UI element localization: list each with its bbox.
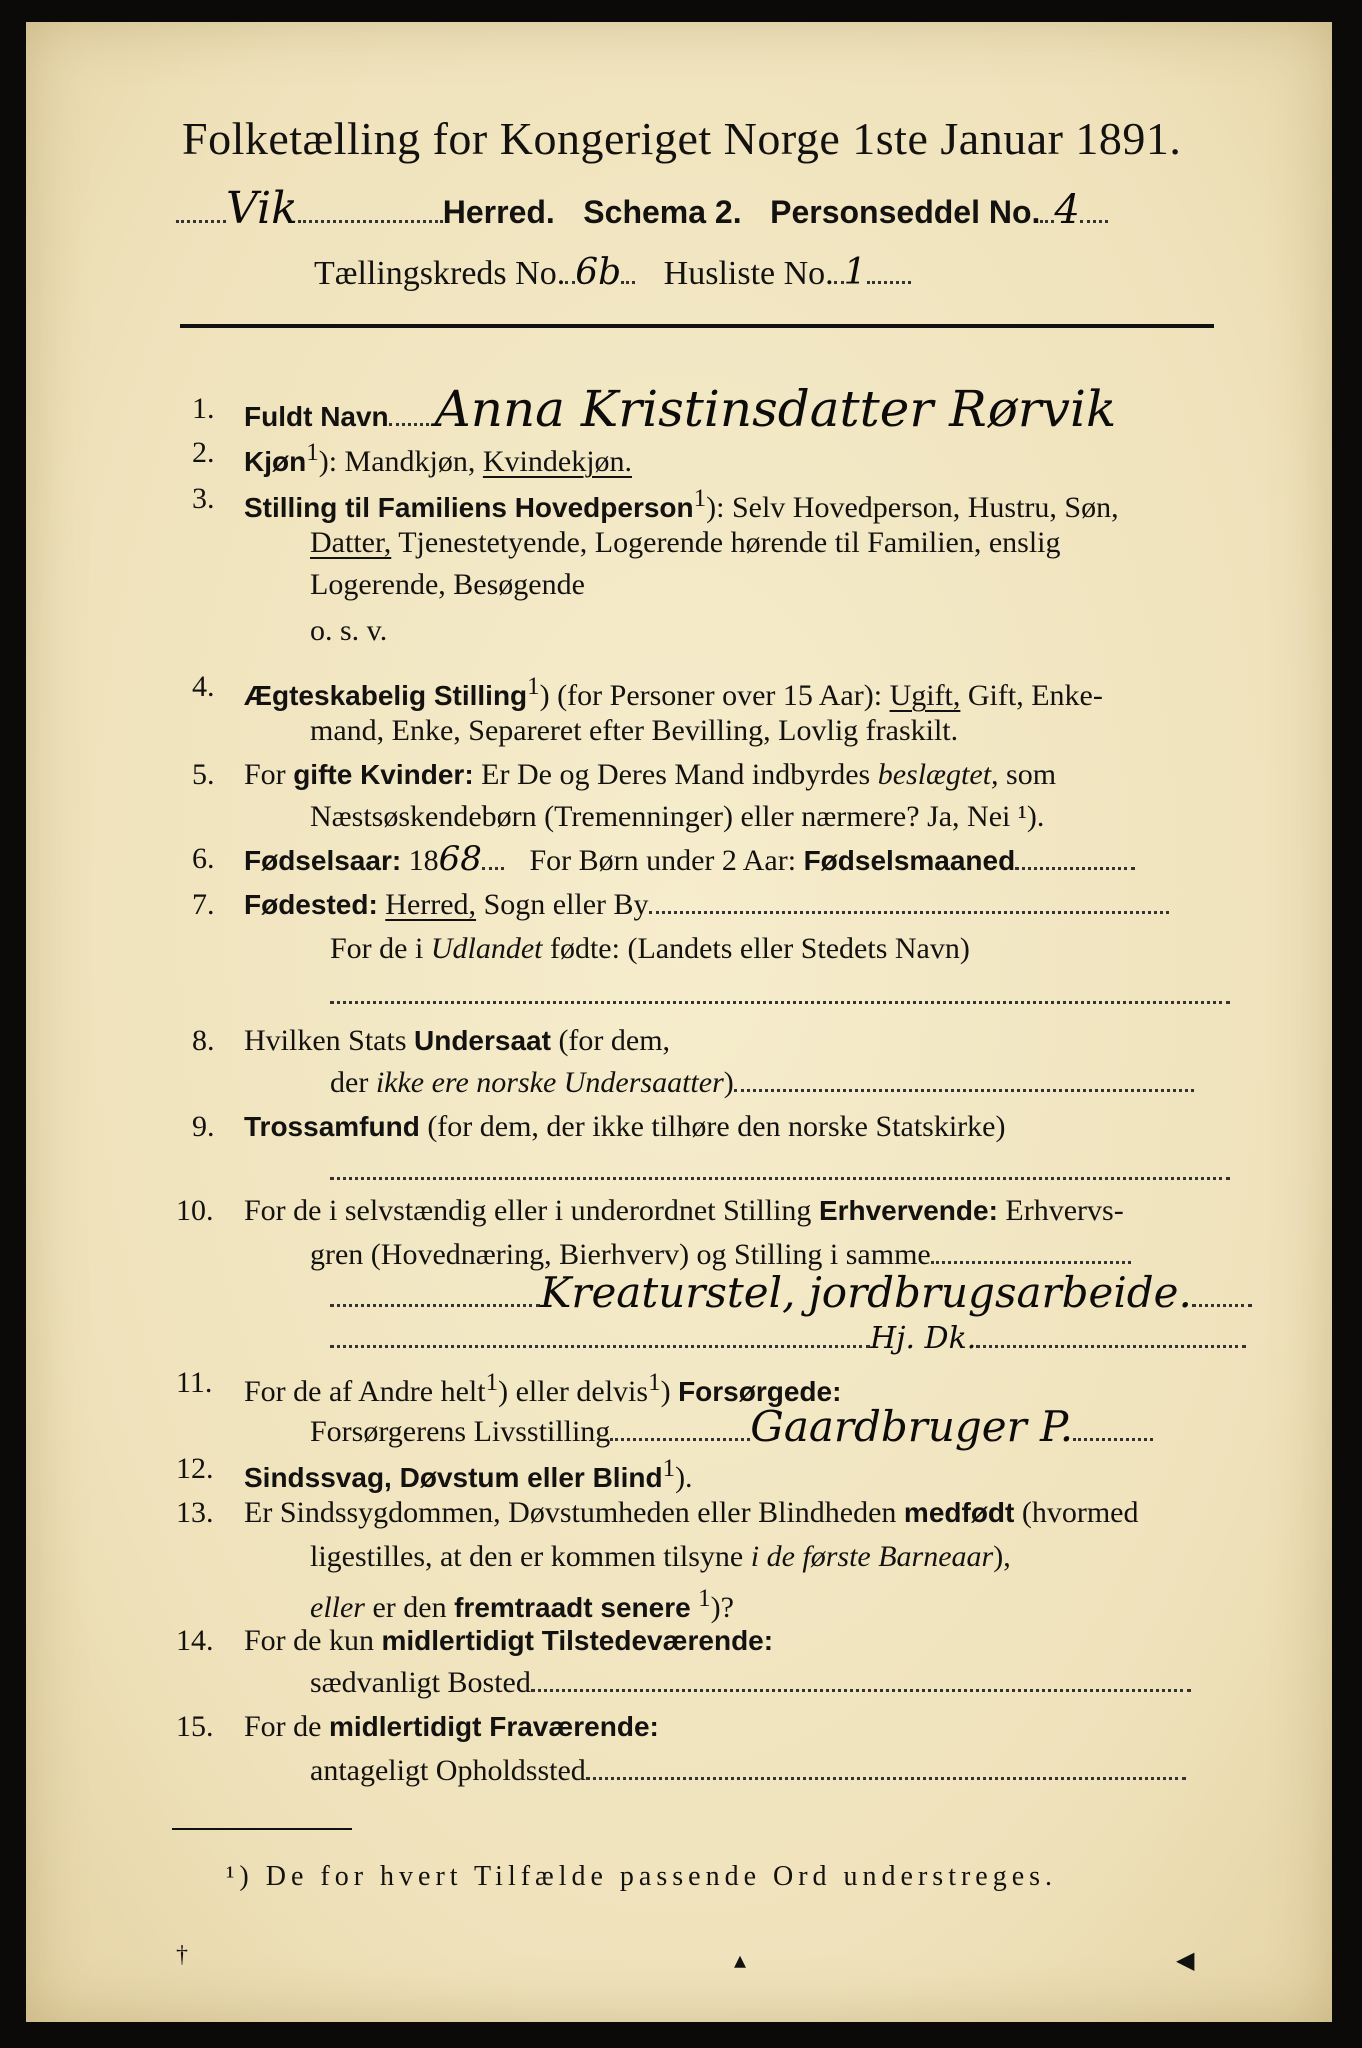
item-7-line-3 — [330, 976, 1230, 1014]
item-6-line — [244, 840, 1135, 880]
temporary-absent-label: midlertidigt Fraværende: — [329, 1711, 659, 1742]
text: ligestilles, at den er kommen tilsyne — [310, 1540, 751, 1573]
subject-label: Undersaat — [414, 1025, 551, 1056]
item-9-line-1 — [244, 1108, 1005, 1146]
under-two-label: For Børn under 2 Aar: — [529, 844, 797, 877]
item-3-number: 3. — [192, 482, 215, 515]
text: (for dem, der ikke tilhøre den norske Statskirke) — [419, 1110, 1006, 1143]
item-11-number: 11. — [176, 1366, 213, 1399]
family-position-label: Stilling til Familiens Hovedperson — [244, 492, 694, 523]
corner-mark-right-icon: ◀ — [1176, 1948, 1195, 1974]
footnote — [226, 1858, 1057, 1896]
item-4-number: 4. — [192, 670, 215, 703]
item-12-number: 12. — [176, 1452, 214, 1485]
footnote-ref: 1 — [693, 485, 707, 512]
marital-qualifier: ) (for Personer over 15 Aar): — [539, 679, 890, 712]
item-7-number: 7. — [192, 888, 215, 921]
text: i de første Barneaar — [750, 1540, 994, 1573]
marital-selected: Ugift, — [889, 679, 961, 712]
item-14-number: 14. — [176, 1624, 214, 1657]
text: )? — [710, 1591, 734, 1624]
item-1-line — [244, 380, 1117, 438]
text: For de i selvstændig eller i underordnet Stilling — [244, 1194, 819, 1227]
herred-label: Herred. — [442, 194, 555, 230]
occupation-value: Kreaturstel, jordbrugsarbeide. — [540, 1268, 1192, 1317]
religion-label: Trossamfund — [244, 1111, 420, 1142]
personseddel-value: 4 — [1054, 187, 1080, 233]
footnote-ref: 1 — [527, 673, 540, 700]
text: ), — [993, 1540, 1011, 1573]
item-3-line-1 — [244, 480, 1119, 527]
item-15-line-1 — [244, 1708, 659, 1746]
birthplace-label: Fødested: — [244, 889, 378, 920]
marital-options: Gift, Enke- — [960, 679, 1103, 712]
header-rule — [180, 324, 1214, 328]
text: Udlandet — [430, 932, 543, 965]
occupation-label: Erhvervende: — [818, 1195, 998, 1226]
text: der — [330, 1066, 376, 1099]
supported-label: Forsørgede: — [678, 1376, 842, 1407]
item-13-line-2 — [310, 1538, 1011, 1576]
item-13-line-1 — [244, 1494, 1139, 1532]
item-11-line-2 — [310, 1402, 1153, 1451]
congenital-label: medfødt — [903, 1497, 1015, 1528]
item-7-line-1 — [244, 886, 1169, 924]
text: eller — [310, 1591, 365, 1624]
center-mark-icon: ▴ — [734, 1948, 747, 1974]
family-position-options-2: Tjenestetyende, Logerende hørende til Familien, enslig — [391, 526, 1061, 559]
text: ikke ere norske Undersaatter — [375, 1066, 724, 1099]
sex-selected: Kvindekjøn. — [482, 445, 633, 478]
item-4-line-2: mand, Enke, Separeret efter Bevilling, Lovlig fraskilt. — [310, 714, 959, 747]
item-8-line-2 — [330, 1064, 1194, 1102]
item-8-number: 8. — [192, 1024, 215, 1057]
footnote-ref: 1 — [662, 1455, 676, 1482]
item-10-line-1 — [244, 1192, 1124, 1230]
text: (for dem, — [550, 1024, 671, 1057]
item-13-number: 13. — [176, 1496, 214, 1529]
footnote-ref: 1 — [698, 1585, 711, 1612]
sex-label: Kjøn — [244, 446, 307, 477]
text: ) — [723, 1066, 734, 1099]
text: Forsørgerens Livsstilling — [310, 1415, 611, 1448]
text: Er De og Deres Mand indbyrdes — [473, 758, 878, 791]
item-14-line-1 — [244, 1622, 773, 1660]
text: Hvilken Stats — [244, 1024, 414, 1057]
item-7-line-2 — [330, 930, 970, 968]
text: For de kun — [244, 1624, 382, 1657]
temporary-present-label: midlertidigt Tilstedeværende: — [381, 1625, 774, 1656]
text: For de af Andre helt — [244, 1375, 486, 1408]
corner-mark-left-icon: † — [176, 1942, 188, 1968]
text: antageligt Opholdssted — [310, 1754, 586, 1787]
footnote-text: De for hvert Tilfælde passende Ord understreges. — [265, 1861, 1058, 1892]
herred-value: Vik — [226, 183, 298, 234]
family-position-selected: Datter, — [310, 526, 392, 559]
item-9-number: 9. — [192, 1110, 215, 1143]
text: sædvanligt Bosted — [310, 1666, 531, 1699]
birth-year-prefix: 18 — [408, 844, 439, 877]
item-6-number: 6. — [192, 842, 215, 875]
text: fødte: (Landets eller Stedets Navn) — [542, 932, 970, 965]
item-3-line-4: o. s. v. — [310, 614, 388, 647]
item-14-line-2 — [310, 1664, 1191, 1702]
item-12-line — [244, 1450, 693, 1497]
footnote-ref: 1 — [648, 1369, 661, 1396]
text: Er Sindssygdommen, Døvstumheden eller Blindheden — [244, 1496, 904, 1529]
personseddel-label: Personseddel No. — [770, 194, 1041, 230]
item-4-line-1 — [244, 668, 1103, 715]
text: som — [998, 758, 1057, 791]
family-position-options: ): Selv Hovedperson, Hustru, Søn, — [706, 491, 1119, 524]
item-5-line-2: Næstsøskendebørn (Tremenninger) eller nærmere? Ja, Nei ¹). — [310, 800, 1045, 833]
item-2-number: 2. — [192, 436, 215, 469]
birthplace-options: Sogn eller By — [476, 888, 649, 921]
text: ) — [660, 1375, 679, 1408]
footnote-mark: ¹) — [226, 1861, 254, 1892]
footnote-rule — [172, 1828, 352, 1830]
item-2-line — [244, 434, 632, 481]
marital-label: Ægteskabelig Stilling — [244, 680, 528, 711]
later-onset-label: fremtraadt senere — [454, 1592, 691, 1623]
married-women-label: gifte Kvinder: — [293, 759, 474, 790]
text: For — [244, 758, 294, 791]
item-5-line-1 — [244, 756, 1056, 794]
header-line-2 — [314, 254, 911, 293]
full-name-value: Anna Kristinsdatter Rørvik — [434, 380, 1117, 438]
text: beslægtet, — [877, 758, 999, 791]
item-9-line-2 — [330, 1152, 1230, 1190]
item-10-line-4 — [330, 1320, 1246, 1358]
text: (hvormed — [1014, 1496, 1139, 1529]
header-line-1 — [176, 183, 1108, 234]
birth-month-label: Fødselsmaaned — [803, 845, 1016, 876]
kreds-label: Tællingskreds No. — [314, 255, 566, 292]
item-5-number: 5. — [192, 758, 215, 791]
text: For de — [244, 1710, 329, 1743]
census-form — [26, 22, 1332, 2022]
item-15-number: 15. — [176, 1710, 214, 1743]
text: gren (Hovednæring, Bierhverv) og Stilling i samme — [310, 1238, 931, 1271]
husliste-label: Husliste No. — [663, 255, 834, 292]
schema-label: Schema 2. — [583, 194, 742, 230]
occupation-initials: Hj. Dk. — [870, 1321, 977, 1356]
item-15-line-2 — [310, 1752, 1186, 1790]
footnote-ref: 1 — [306, 439, 319, 466]
item-13-line-3 — [310, 1580, 734, 1627]
item-3-line-2 — [310, 524, 1061, 562]
birth-year-value: 68 — [438, 839, 482, 879]
disability-label: Sindssvag, Døvstum eller Blind — [244, 1462, 663, 1493]
birth-year-label: Fødselsaar: — [244, 845, 402, 876]
item-10-line-3 — [330, 1268, 1252, 1317]
form-title: Folketælling for Kongeriget Norge 1ste Januar 1891. — [182, 113, 1182, 164]
item-1-number: 1. — [192, 392, 215, 425]
item-8-line-1 — [244, 1022, 670, 1060]
full-name-label: Fuldt Navn — [244, 401, 389, 432]
text: For de i — [330, 932, 431, 965]
footnote-ref: 1 — [485, 1369, 499, 1396]
item-3-line-3: Logerende, Besøgende — [310, 568, 585, 601]
item-10-number: 10. — [176, 1194, 214, 1227]
text: er den — [364, 1591, 455, 1624]
text: ). — [675, 1461, 693, 1494]
supporter-value: Gaardbruger P. — [750, 1402, 1074, 1451]
sex-options: ): Mandkjøn, — [318, 445, 483, 478]
kreds-value: 6b — [575, 252, 622, 293]
birthplace-selected: Herred, — [385, 888, 477, 921]
husliste-value: 1 — [843, 252, 867, 293]
text: ) eller delvis — [498, 1375, 649, 1408]
text: Erhvervs- — [997, 1194, 1124, 1227]
